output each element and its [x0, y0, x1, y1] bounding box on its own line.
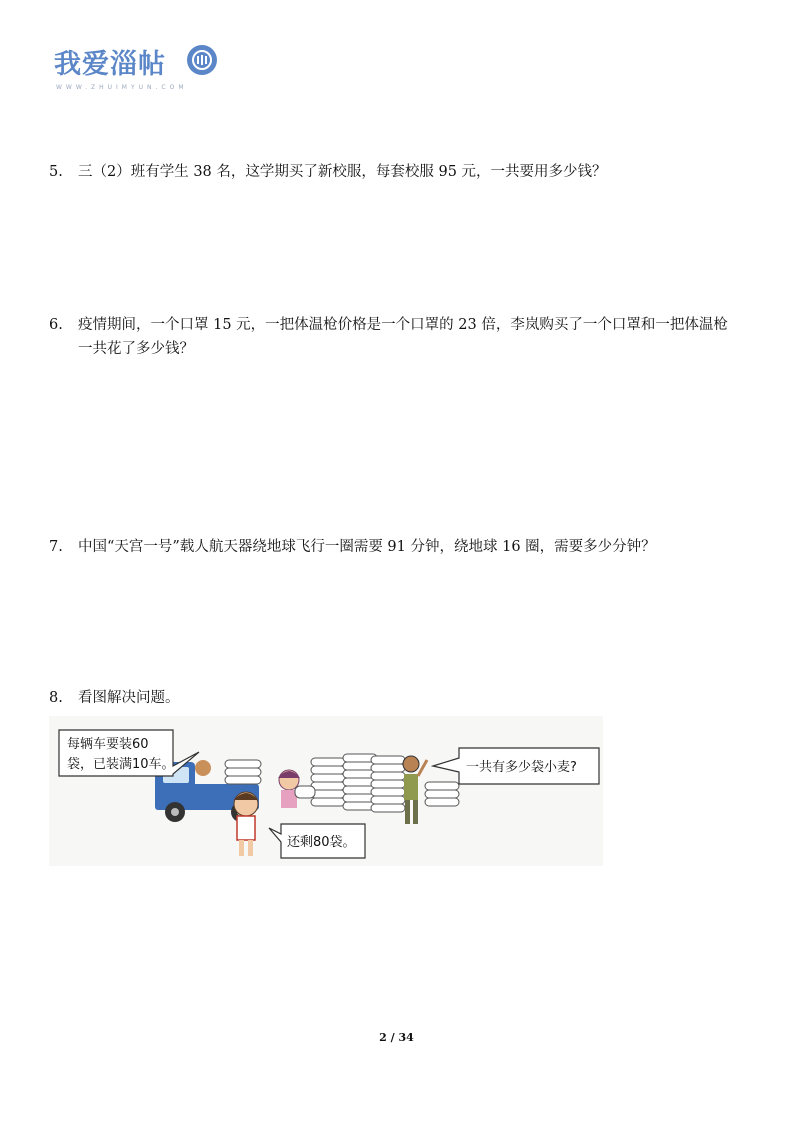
- question-6: [49, 313, 739, 361]
- bubble-question-text: 一共有多少袋小麦?: [466, 760, 577, 775]
- wheat-sacks-illustration: [49, 716, 603, 866]
- question-number: 8.: [49, 690, 63, 706]
- chat-bubble-icon: [186, 44, 218, 76]
- bubble-remaining-text: 还剩80袋。: [287, 835, 356, 850]
- question-number: 5.: [49, 164, 63, 180]
- logo-text: 我爱淄帖: [54, 49, 166, 80]
- bubble-truck-line1: 每辆车要装60: [67, 737, 149, 752]
- question-text: 三（2）班有学生 38 名，这学期买了新校服，每套校服 95 元，一共要用多少钱？: [78, 164, 607, 180]
- bubble-truck-line2: 袋，已装满10车。: [67, 757, 175, 772]
- question-text: 疫情期间，一个口罩 15 元，一把体温枪价格是一个口罩的 23 倍，李岚购买了一个口罩和一把体温枪一共花了多少钱？: [78, 317, 728, 357]
- question-number: 6.: [49, 317, 63, 333]
- question-number: 7.: [49, 539, 63, 555]
- question-7: [49, 535, 749, 559]
- site-logo: [54, 38, 224, 98]
- question-8: [49, 686, 749, 710]
- speech-bubble-remaining: [269, 824, 365, 858]
- question-text: 看图解决问题。: [78, 690, 180, 706]
- question-text: 中国“天宫一号”载人航天器绕地球飞行一圈需要 91 分钟，绕地球 16 圈，需要多少分钟？: [78, 539, 656, 555]
- page-number: 2 / 34: [379, 1031, 414, 1044]
- logo-url-text: WWW.ZHUIMYUN.COM: [56, 84, 188, 91]
- question-5: [49, 160, 749, 184]
